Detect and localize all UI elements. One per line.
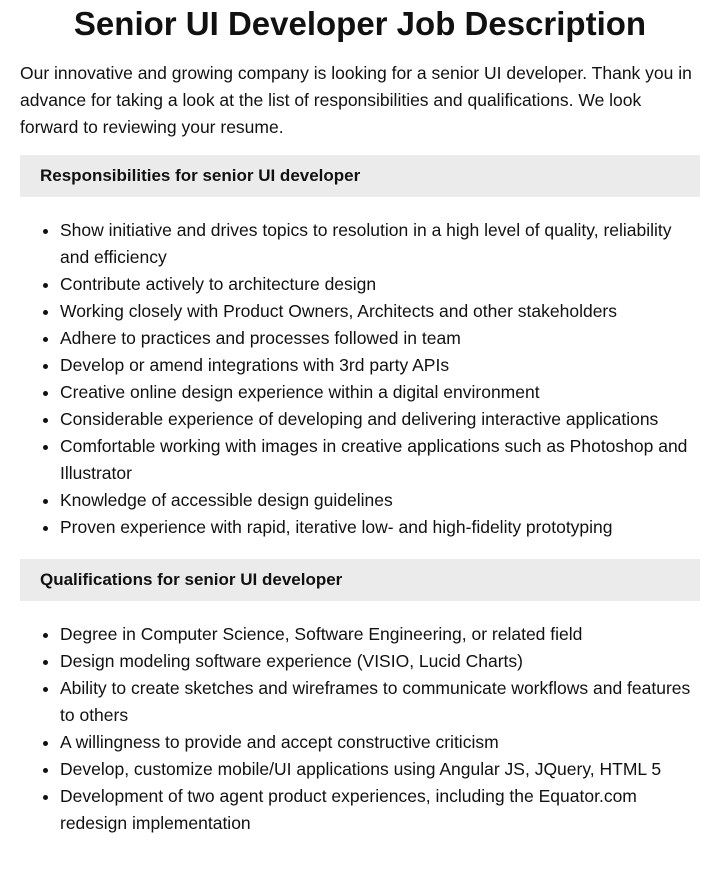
list-item: • Show initiative and drives topics to resolution in a high level of quality, reliability and efficiency (60, 217, 700, 271)
list-item: • Degree in Computer Science, Software Engineering, or related field (60, 621, 700, 648)
qualifications-list (20, 621, 700, 837)
responsibilities-heading: Responsibilities for senior UI developer (20, 155, 700, 197)
list-item: • Development of two agent product experiences, including the Equator.com redesign implementation (60, 783, 700, 837)
list-item: • Working closely with Product Owners, Architects and other stakeholders (60, 298, 700, 325)
list-item: • Design modeling software experience (VISIO, Lucid Charts) (60, 648, 700, 675)
responsibilities-list (20, 217, 700, 541)
list-item: • Ability to create sketches and wireframes to communicate workflows and features to others (60, 675, 700, 729)
list-item: • Considerable experience of developing and delivering interactive applications (60, 406, 700, 433)
list-item: • Develop, customize mobile/UI applications using Angular JS, JQuery, HTML 5 (60, 756, 700, 783)
list-item: • Knowledge of accessible design guidelines (60, 487, 700, 514)
list-item: • A willingness to provide and accept constructive criticism (60, 729, 700, 756)
list-item: • Adhere to practices and processes followed in team (60, 325, 700, 352)
page-title: Senior UI Developer Job Description (73, 5, 647, 42)
list-item: • Creative online design experience within a digital environment (60, 379, 700, 406)
intro-text: Our innovative and growing company is looking for a senior UI developer. Thank you in advance for taking a look at the list of responsibilities and qualifications. We look forward to reviewing your resume. (20, 63, 692, 137)
list-item: • Develop or amend integrations with 3rd party APIs (60, 352, 700, 379)
list-item: • Comfortable working with images in creative applications such as Photoshop and Illustrator (60, 433, 700, 487)
qualifications-heading: Qualifications for senior UI developer (20, 559, 700, 601)
list-item: • Contribute actively to architecture design (60, 271, 700, 298)
list-item: • Proven experience with rapid, iterative low- and high-fidelity prototyping (60, 514, 700, 541)
